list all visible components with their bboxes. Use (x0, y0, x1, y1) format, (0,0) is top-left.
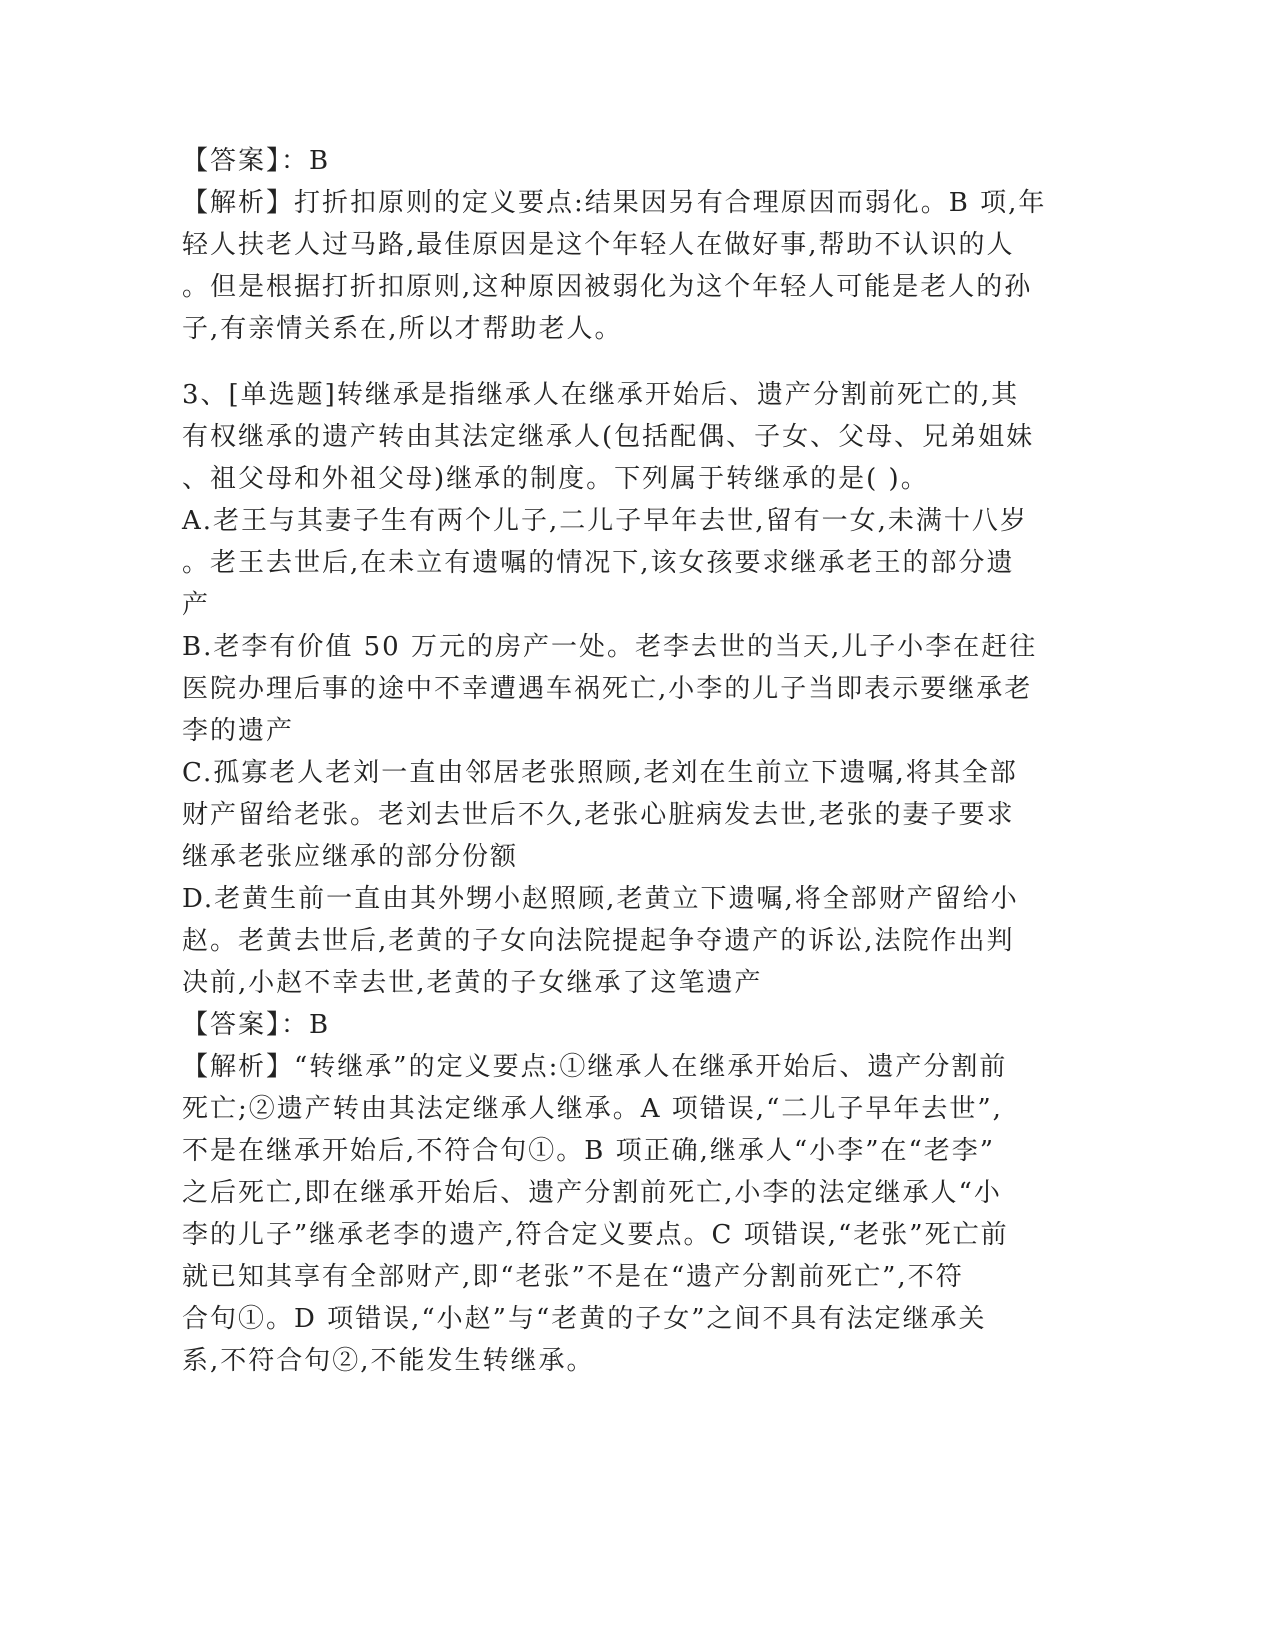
option-b (182, 626, 1062, 752)
answer-line: 【答案】：B (182, 1010, 331, 1040)
option-line: 决前,小赵不幸去世,老黄的子女继承了这笔遗产 (182, 968, 763, 998)
analysis-line: 。但是根据打折扣原则,这种原因被弱化为这个年轻人可能是老人的孙 (182, 272, 1033, 302)
answer-line: 【答案】：B (182, 146, 331, 176)
analysis-line: 子,有亲情关系在,所以才帮助老人。 (182, 314, 623, 344)
section-gap (182, 350, 1062, 374)
analysis-line: 就已知其享有全部财产,即“老张”不是在“遗产分割前死亡”,不符 (182, 1262, 964, 1292)
option-line: C.孤寡老人老刘一直由邻居老张照顾,老刘在生前立下遗嘱,将其全部 (182, 758, 1018, 788)
option-line: 。老王去世后,在未立有遗嘱的情况下,该女孩要求继承老王的部分遗 (182, 548, 1015, 578)
option-line: 产 (182, 590, 211, 620)
option-line: 财产留给老张。老刘去世后不久,老张心脏病发去世,老张的妻子要求 (182, 800, 1015, 830)
option-a (182, 500, 1062, 626)
option-line: 医院办理后事的途中不幸遭遇车祸死亡,小李的儿子当即表示要继承老 (182, 674, 1033, 704)
option-line: A.老王与其妻子生有两个儿子,二儿子早年去世,留有一女,未满十八岁 (182, 506, 1028, 536)
analysis-line: 之后死亡,即在继承开始后、遗产分割前死亡,小李的法定继承人“小 (182, 1178, 1002, 1208)
analysis-line: 死亡;②遗产转由其法定继承人继承。A 项错误,“二儿子早年去世”, (182, 1094, 1003, 1124)
document-page (182, 140, 1062, 1382)
option-d (182, 878, 1062, 1004)
stem-line: 有权继承的遗产转由其法定继承人(包括配偶、子女、父母、兄弟姐妹 (182, 422, 1035, 452)
question-2-analysis (182, 182, 1062, 350)
analysis-line: 【解析】“转继承”的定义要点:①继承人在继承开始后、遗产分割前 (182, 1052, 1008, 1082)
option-line: 赵。老黄去世后,老黄的子女向法院提起争夺遗产的诉讼,法院作出判 (182, 926, 1015, 956)
analysis-line: 系,不符合句②,不能发生转继承。 (182, 1346, 595, 1376)
question-3-analysis (182, 1046, 1062, 1382)
option-line: D.老黄生前一直由其外甥小赵照顾,老黄立下遗嘱,将全部财产留给小 (182, 884, 1019, 914)
question-2-answer-block (182, 140, 1062, 182)
option-line: 继承老张应继承的部分份额 (182, 842, 519, 872)
question-3-answer-block (182, 1004, 1062, 1046)
question-3-stem (182, 374, 1062, 500)
analysis-line: 【解析】打折扣原则的定义要点:结果因另有合理原因而弱化。B 项,年 (182, 188, 1047, 218)
analysis-line: 李的儿子”继承老李的遗产,符合定义要点。C 项错误,“老张”死亡前 (182, 1220, 1009, 1250)
option-c (182, 752, 1062, 878)
stem-line: 3、[单选题]转继承是指继承人在继承开始后、遗产分割前死亡的,其 (182, 380, 1020, 410)
analysis-line: 轻人扶老人过马路,最佳原因是这个年轻人在做好事,帮助不认识的人 (182, 230, 1015, 260)
stem-line: 、祖父母和外祖父母)继承的制度。下列属于转继承的是( )。 (182, 464, 929, 494)
analysis-line: 不是在继承开始后,不符合句①。B 项正确,继承人“小李”在“老李” (182, 1136, 996, 1166)
option-line: 李的遗产 (182, 716, 295, 746)
option-line: B.老李有价值 50 万元的房产一处。老李去世的当天,儿子小李在赶往 (182, 632, 1038, 662)
analysis-line: 合句①。D 项错误,“小赵”与“老黄的子女”之间不具有法定继承关 (182, 1304, 987, 1334)
